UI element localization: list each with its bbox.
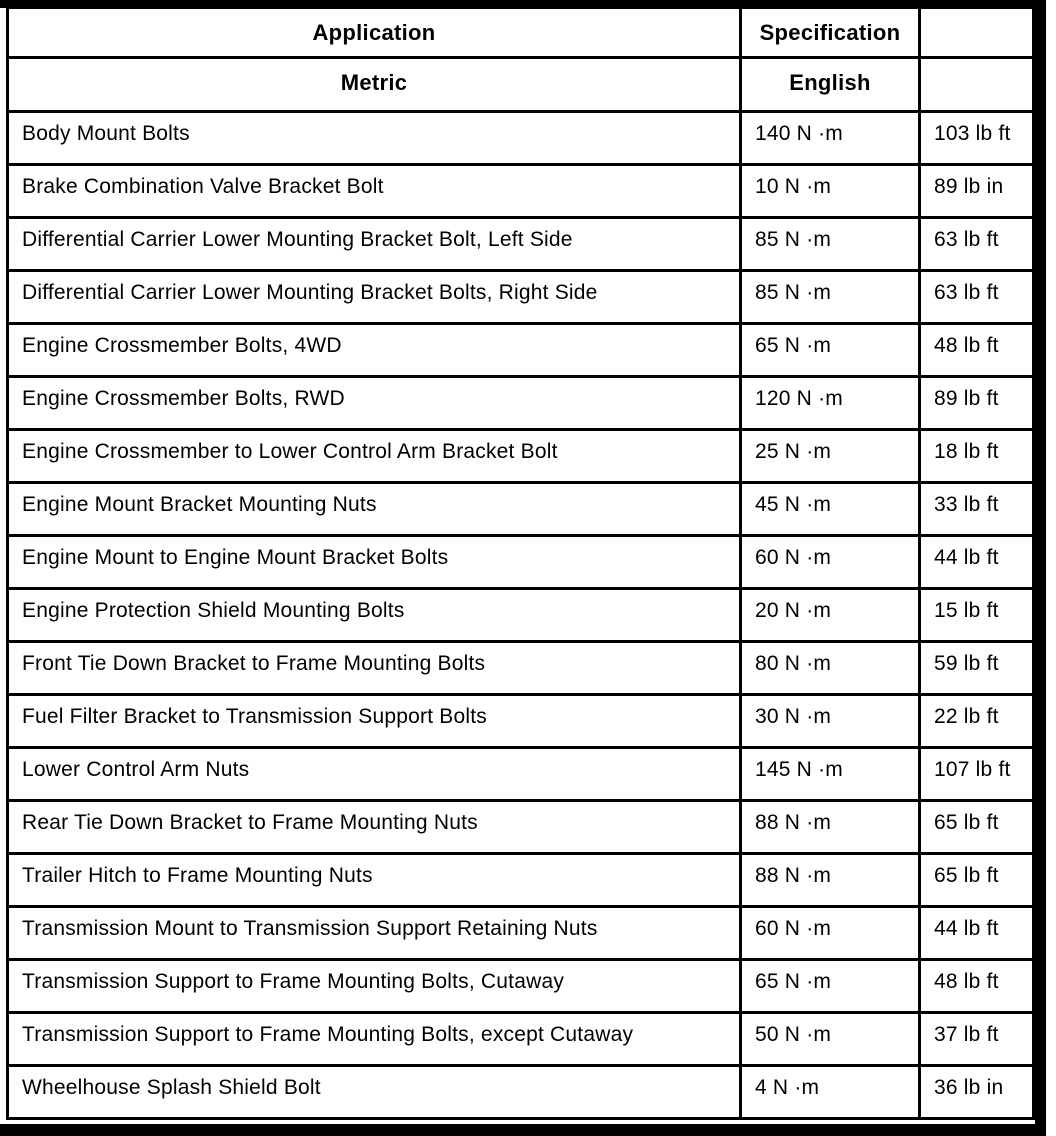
english-value-cell: 44 lb ft: [920, 536, 1034, 589]
english-value-cell: 33 lb ft: [920, 483, 1034, 536]
application-cell: Fuel Filter Bracket to Transmission Support Bolts: [8, 695, 741, 748]
english-value-cell: 65 lb ft: [920, 854, 1034, 907]
header-specification: Specification: [741, 8, 920, 58]
application-cell: Front Tie Down Bracket to Frame Mounting Bolts: [8, 642, 741, 695]
metric-value-cell: 65 N ·m: [741, 960, 920, 1013]
english-value-cell: 48 lb ft: [920, 960, 1034, 1013]
english-value-cell: 59 lb ft: [920, 642, 1034, 695]
application-cell: Differential Carrier Lower Mounting Bracket Bolt, Left Side: [8, 218, 741, 271]
metric-value-cell: 60 N ·m: [741, 536, 920, 589]
torque-specifications-table: [6, 6, 1035, 1120]
table-row: [8, 377, 1034, 430]
metric-value-cell: 45 N ·m: [741, 483, 920, 536]
metric-value-cell: 85 N ·m: [741, 271, 920, 324]
table-row: [8, 695, 1034, 748]
application-cell: Engine Crossmember to Lower Control Arm Bracket Bolt: [8, 430, 741, 483]
application-cell: Engine Mount to Engine Mount Bracket Bolts: [8, 536, 741, 589]
application-cell: Engine Crossmember Bolts, 4WD: [8, 324, 741, 377]
application-cell: Differential Carrier Lower Mounting Bracket Bolts, Right Side: [8, 271, 741, 324]
table-row: [8, 536, 1034, 589]
table-row: [8, 748, 1034, 801]
subheader-blank: [920, 58, 1034, 112]
table-row: [8, 801, 1034, 854]
table-row: [8, 960, 1034, 1013]
english-value-cell: 103 lb ft: [920, 112, 1034, 165]
table-row: [8, 854, 1034, 907]
english-value-cell: 89 lb ft: [920, 377, 1034, 430]
application-cell: Transmission Mount to Transmission Support Retaining Nuts: [8, 907, 741, 960]
application-cell: Engine Mount Bracket Mounting Nuts: [8, 483, 741, 536]
metric-value-cell: 80 N ·m: [741, 642, 920, 695]
table-row: [8, 483, 1034, 536]
table-row: [8, 1066, 1034, 1119]
metric-value-cell: 50 N ·m: [741, 1013, 920, 1066]
english-value-cell: 44 lb ft: [920, 907, 1034, 960]
metric-value-cell: 65 N ·m: [741, 324, 920, 377]
metric-value-cell: 120 N ·m: [741, 377, 920, 430]
table-row: [8, 324, 1034, 377]
page-frame-bottom: [0, 1124, 1046, 1136]
application-cell: Rear Tie Down Bracket to Frame Mounting Nuts: [8, 801, 741, 854]
application-cell: Trailer Hitch to Frame Mounting Nuts: [8, 854, 741, 907]
english-value-cell: 36 lb in: [920, 1066, 1034, 1119]
metric-value-cell: 4 N ·m: [741, 1066, 920, 1119]
english-value-cell: 37 lb ft: [920, 1013, 1034, 1066]
application-cell: Brake Combination Valve Bracket Bolt: [8, 165, 741, 218]
table-row: [8, 112, 1034, 165]
table-row: [8, 271, 1034, 324]
english-value-cell: 63 lb ft: [920, 218, 1034, 271]
table-row: [8, 642, 1034, 695]
application-cell: Wheelhouse Splash Shield Bolt: [8, 1066, 741, 1119]
metric-value-cell: 88 N ·m: [741, 801, 920, 854]
english-value-cell: 65 lb ft: [920, 801, 1034, 854]
metric-value-cell: 25 N ·m: [741, 430, 920, 483]
metric-value-cell: 140 N ·m: [741, 112, 920, 165]
table-subheader-row: [8, 58, 1034, 112]
english-value-cell: 89 lb in: [920, 165, 1034, 218]
english-value-cell: 15 lb ft: [920, 589, 1034, 642]
table-row: [8, 589, 1034, 642]
table-row: [8, 907, 1034, 960]
table-row: [8, 430, 1034, 483]
metric-value-cell: 60 N ·m: [741, 907, 920, 960]
english-value-cell: 107 lb ft: [920, 748, 1034, 801]
application-cell: Transmission Support to Frame Mounting Bolts, Cutaway: [8, 960, 741, 1013]
page-frame-right: [1035, 0, 1046, 1136]
table-row: [8, 1013, 1034, 1066]
subheader-metric: Metric: [8, 58, 741, 112]
metric-value-cell: 88 N ·m: [741, 854, 920, 907]
table-row: [8, 218, 1034, 271]
metric-value-cell: 20 N ·m: [741, 589, 920, 642]
application-cell: Engine Protection Shield Mounting Bolts: [8, 589, 741, 642]
table-header-row: [8, 8, 1034, 58]
application-cell: Body Mount Bolts: [8, 112, 741, 165]
english-value-cell: 18 lb ft: [920, 430, 1034, 483]
table-row: [8, 165, 1034, 218]
metric-value-cell: 30 N ·m: [741, 695, 920, 748]
english-value-cell: 22 lb ft: [920, 695, 1034, 748]
metric-value-cell: 10 N ·m: [741, 165, 920, 218]
english-value-cell: 63 lb ft: [920, 271, 1034, 324]
application-cell: Engine Crossmember Bolts, RWD: [8, 377, 741, 430]
subheader-english: English: [741, 58, 920, 112]
metric-value-cell: 145 N ·m: [741, 748, 920, 801]
header-application: Application: [8, 8, 741, 58]
header-blank: [920, 8, 1034, 58]
application-cell: Lower Control Arm Nuts: [8, 748, 741, 801]
english-value-cell: 48 lb ft: [920, 324, 1034, 377]
metric-value-cell: 85 N ·m: [741, 218, 920, 271]
application-cell: Transmission Support to Frame Mounting Bolts, except Cutaway: [8, 1013, 741, 1066]
